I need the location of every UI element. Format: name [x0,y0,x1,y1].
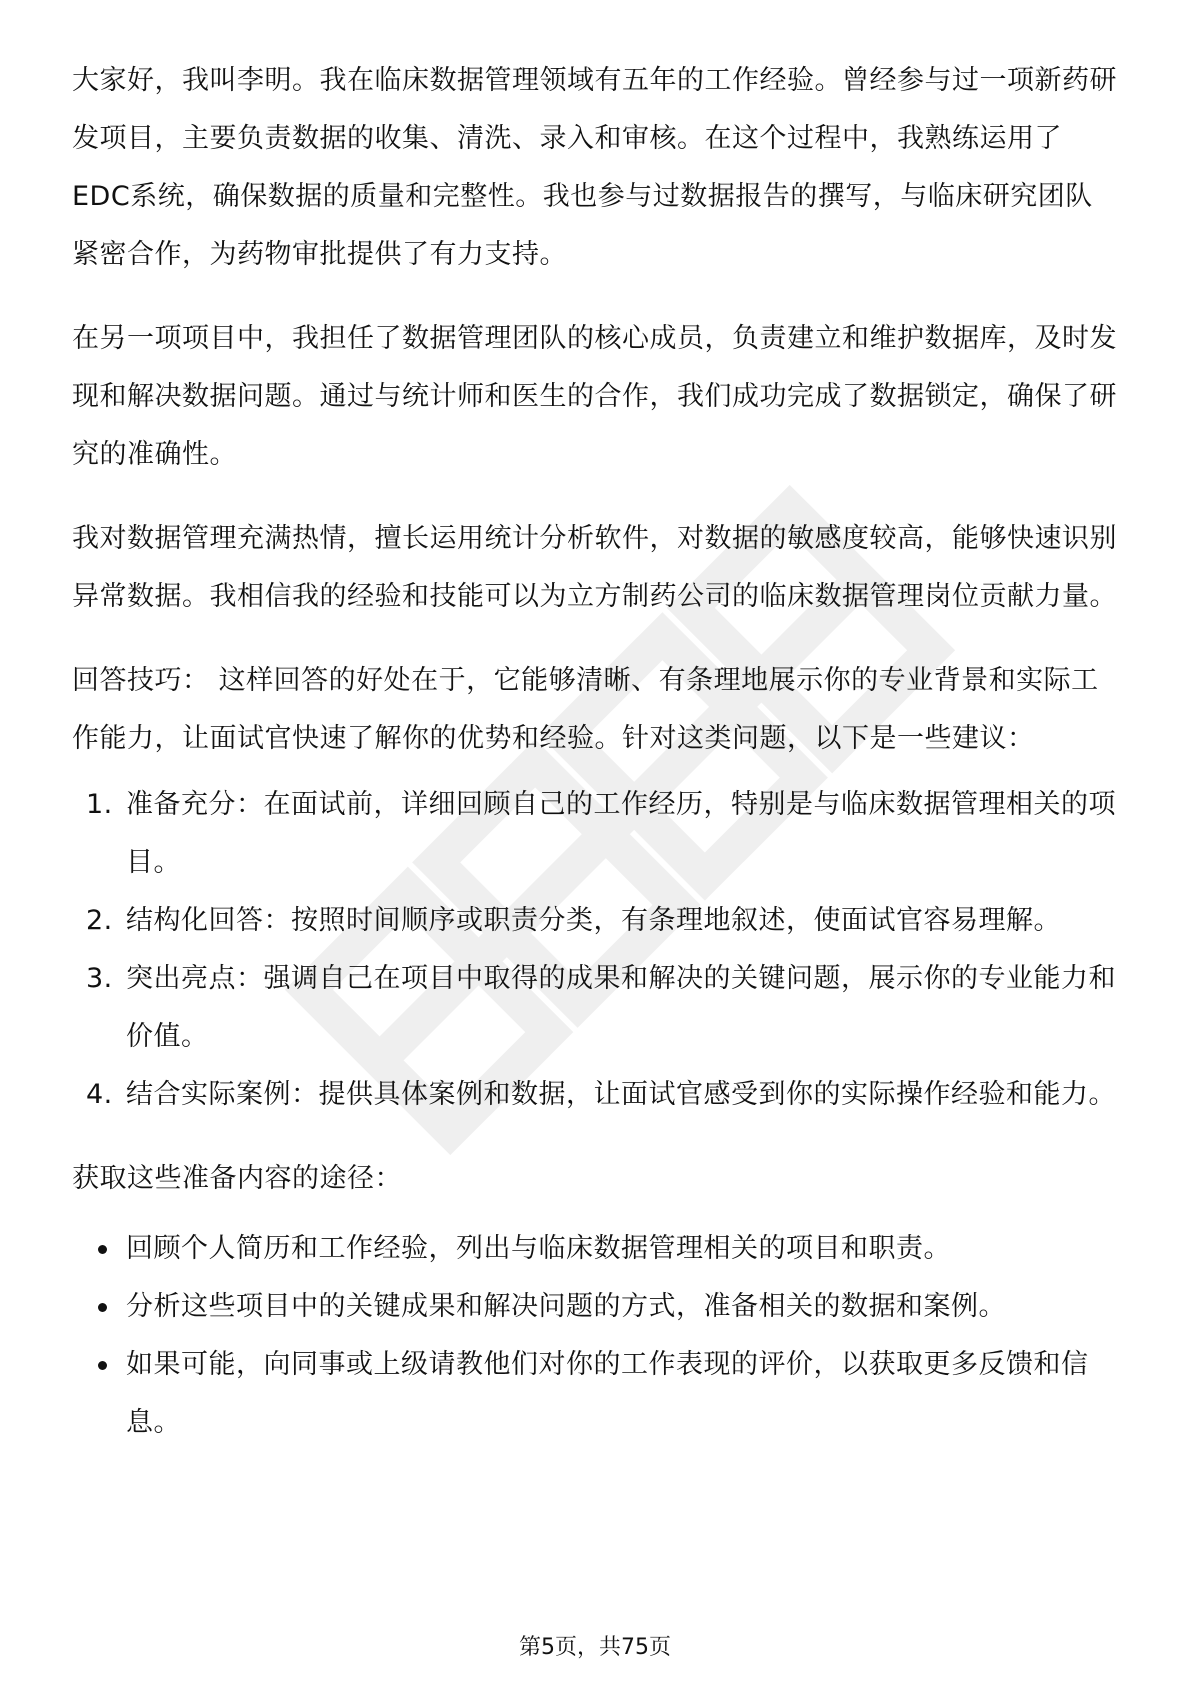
tips-intro: 回答技巧： 这样回答的好处在于，它能够清晰、有条理地展示你的专业背景和实际工作能力，让面试官快速了解你的优势和经验。针对这类问题，以下是一些建议： [72,665,1099,754]
tips-list-item [72,950,1118,1066]
main-content [72,52,1118,1452]
bullet-icon [98,1245,107,1254]
tips-item-number: 2. [86,905,113,936]
ways-list-item [72,1336,1118,1452]
tips-item-number: 4. [86,1079,113,1110]
paragraph-strengths: 我对数据管理充满热情，擅长运用统计分析软件，对数据的敏感度较高，能够快速识别异常数据。我相信我的经验和技能可以为立方制药公司的临床数据管理岗位贡献力量。 [72,523,1117,612]
tips-item-text: 结构化回答：按照时间顺序或职责分类，有条理地叙述，使面试官容易理解。 [126,905,1061,936]
bullet-icon [98,1303,107,1312]
ways-list [72,1220,1118,1452]
tips-item-text: 结合实际案例：提供具体案例和数据，让面试官感受到你的实际操作经验和能力。 [126,1079,1116,1110]
tips-list-item [72,892,1118,950]
page-footer: 第5页，共75页 [519,1635,671,1660]
tips-item-number: 3. [86,963,113,994]
ways-list-item [72,1278,1118,1336]
paragraph-experience: 大家好，我叫李明。我在临床数据管理领域有五年的工作经验。曾经参与过一项新药研发项目，主要负责数据的收集、清洗、录入和审核。在这个过程中，我熟练运用了EDC系统，确保数据的质量和完整性。我也参与过数据报告的撰写，与临床研究团队紧密合作，为药物审批提供了有力支持。 [72,65,1117,270]
ways-title: 获取这些准备内容的途径： [72,1163,402,1194]
bullet-icon [98,1361,107,1370]
tips-item-text: 突出亮点：强调自己在项目中取得的成果和解决的关键问题，展示你的专业能力和价值。 [126,963,1116,1052]
tips-item-number: 1. [86,789,113,820]
ways-item-text: 分析这些项目中的关键成果和解决问题的方式，准备相关的数据和案例。 [126,1291,1006,1322]
tips-list [72,776,1118,1124]
tips-list-item [72,1066,1118,1124]
ways-list-item [72,1220,1118,1278]
tips-item-text: 准备充分：在面试前，详细回顾自己的工作经历，特别是与临床数据管理相关的项目。 [126,789,1116,878]
ways-item-text: 回顾个人简历和工作经验，列出与临床数据管理相关的项目和职责。 [126,1233,951,1264]
ways-item-text: 如果可能，向同事或上级请教他们对你的工作表现的评价，以获取更多反馈和信息。 [126,1349,1089,1438]
paragraph-project: 在另一项项目中，我担任了数据管理团队的核心成员，负责建立和维护数据库，及时发现和解决数据问题。通过与统计师和医生的合作，我们成功完成了数据锁定，确保了研究的准确性。 [72,323,1117,470]
tips-list-item [72,776,1118,892]
